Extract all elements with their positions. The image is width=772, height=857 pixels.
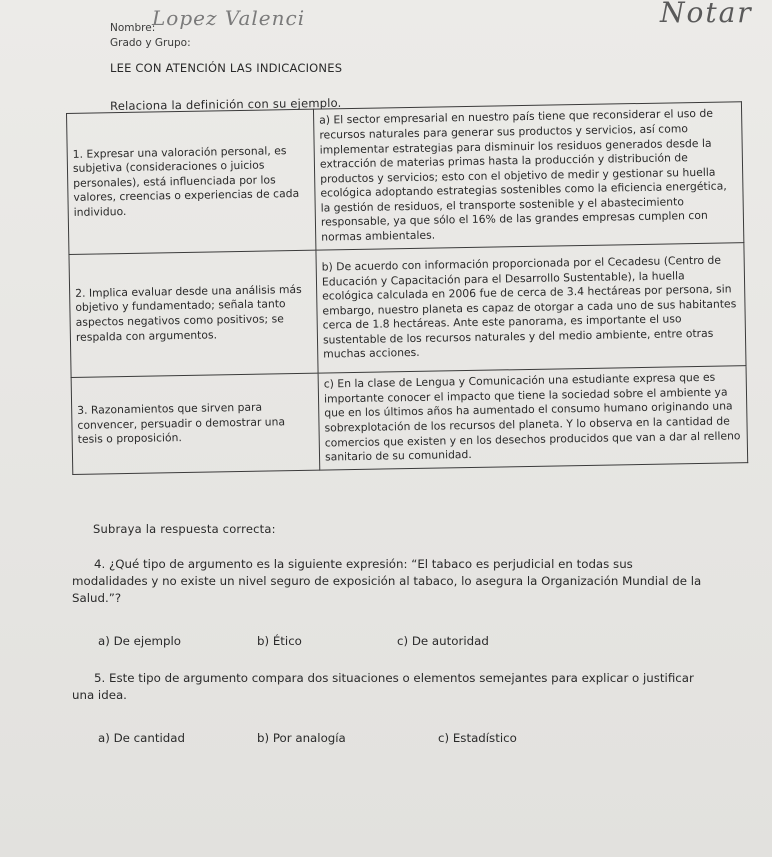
relation-table: [66, 101, 748, 475]
name-handwritten: Lopez Valenci: [152, 6, 306, 30]
table-row: [67, 102, 744, 255]
example-b: b) De acuerdo con información proporcionada por el Cecadesu (Centro de Educación y Capacitación para el Desarrollo Sustentable), la huella ecológica calculada en 2006 fue de cerca de 3.4 hectáreas por persona, sin embargo, nuestro planeta es capaz de otorgar a cada uno de sus habitantes cerca de 1.8 hectáreas. Ante este panorama, es importante el uso sustentable de los recursos naturales y del medio ambiente, entre otras muchas acciones.: [316, 243, 746, 373]
table-row: [71, 366, 748, 475]
question-5: [72, 670, 708, 704]
instructions-heading: LEE CON ATENCIÓN LAS INDICACIONES: [110, 61, 343, 75]
q4-option-b[interactable]: b) Ético: [257, 634, 302, 648]
name-label: Nombre:: [110, 22, 156, 34]
q5-option-b[interactable]: b) Por analogía: [257, 731, 346, 745]
question-5-text: Este tipo de argumento compara dos situaciones o elementos semejantes para explicar o justificar una idea.: [72, 671, 694, 702]
question-4-text: ¿Qué tipo de argumento es la siguiente expresión: “El tabaco es perjudicial en todas sus modalidades y no existe un nivel seguro de exposición al tabaco, lo asegura la Organización Mundial de la Salud.”?: [72, 557, 702, 605]
question-4-number: 4.: [94, 557, 106, 571]
question-4: [72, 556, 708, 607]
q4-option-a[interactable]: a) De ejemplo: [98, 634, 181, 648]
definition-3: 3. Razonamientos que sirven para convencer, persuadir o demostrar una tesis o proposición.: [71, 373, 320, 474]
q5-option-a[interactable]: a) De cantidad: [98, 731, 185, 745]
section1-title: Relaciona la definición con su ejemplo.: [110, 95, 342, 113]
example-a: a) El sector empresarial en nuestro país tiene que reconsiderar el uso de recursos naturales para generar sus productos y servicios, así como implementar estrategias para disminuir los residuos generados desde la extracción de materias primas hasta la producción y distribución de productos y servicios; esto con el objetivo de medir y gestionar su huella ecológica adoptando estrategias sostenibles como la eficiencia energética, la gestión de residuos, el transporte sostenible y el abastecimiento responsable, ya que sólo el 16% de las grandes empresas cumplen con normas ambientales.: [313, 102, 743, 250]
section2-title: Subraya la respuesta correcta:: [93, 522, 276, 536]
q4-option-c[interactable]: c) De autoridad: [397, 634, 489, 648]
definition-1: 1. Expresar una valoración personal, es subjetiva (consideraciones o juicios personales), está influenciada por los valores, creencias o experiencias de cada individuo.: [67, 109, 316, 254]
grade-label: Grado y Grupo:: [110, 37, 191, 49]
definition-2: 2. Implica evaluar desde una análisis más objetivo y fundamentado; señala tanto aspectos negativos como positivos; se respalda con argumentos.: [69, 250, 318, 377]
nota-handwritten: Notar: [660, 0, 753, 29]
q5-option-c[interactable]: c) Estadístico: [438, 731, 517, 745]
table-row: [69, 243, 746, 378]
example-c: c) En la clase de Lengua y Comunicación una estudiante expresa que es importante conocer el impacto que tiene la sociedad sobre el ambiente ya que en los últimos años ha aumentado el consumo humano originando una sobrexplotación de los recursos del planeta. Y lo observa en la cantidad de comercios que existen y en los desechos producidos que van a dar al relleno sanitario de su comunidad.: [318, 366, 748, 470]
question-5-number: 5.: [94, 671, 106, 685]
